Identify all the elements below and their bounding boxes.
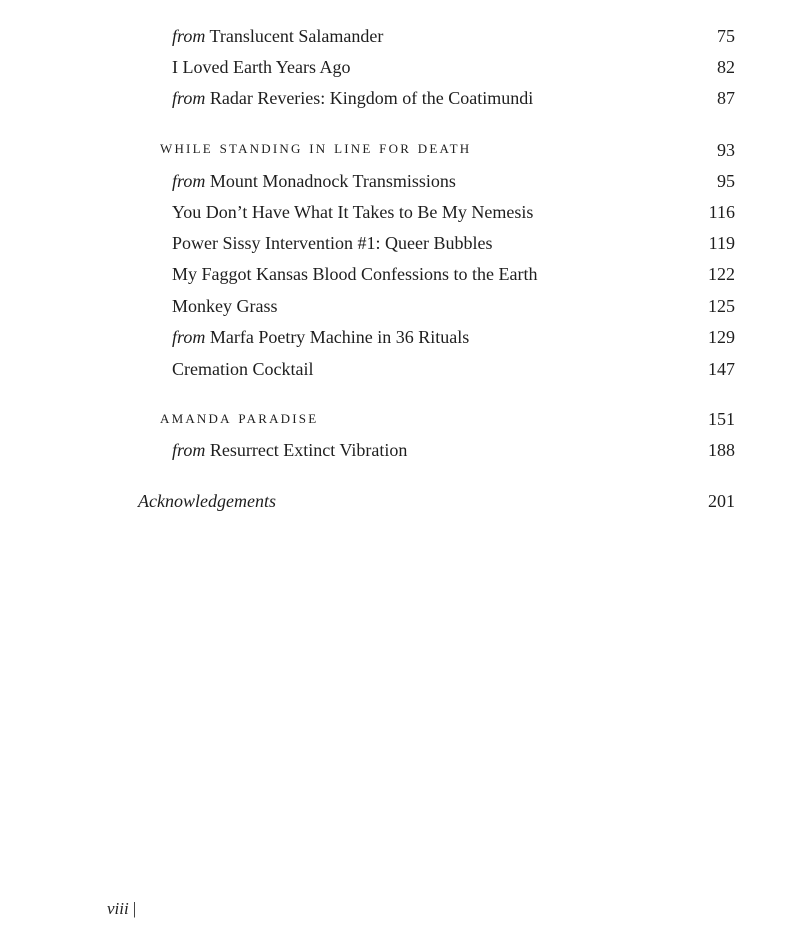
folio-separator: | bbox=[132, 899, 137, 918]
acknowledgements-title: Acknowledgements bbox=[138, 491, 276, 511]
toc-entry-title: I Loved Earth Years Ago bbox=[172, 57, 351, 77]
toc-entry bbox=[0, 198, 800, 226]
toc-entry-page: 95 bbox=[717, 171, 735, 191]
section-title: amanda paradise bbox=[160, 407, 319, 427]
toc-entry-title: from Resurrect Extinct Vibration bbox=[172, 440, 408, 460]
toc-entry-page: 147 bbox=[708, 359, 735, 379]
toc-entry-page: 82 bbox=[717, 57, 735, 77]
toc-entry-page: 188 bbox=[708, 440, 735, 460]
toc-entry-page: 125 bbox=[708, 296, 735, 316]
acknowledgements-page: 201 bbox=[708, 491, 735, 511]
section-page: 151 bbox=[708, 409, 735, 429]
toc-section-heading bbox=[0, 133, 800, 161]
toc-entry bbox=[0, 292, 800, 320]
toc-entry-prefix: from bbox=[172, 440, 206, 460]
toc-entry-title: Monkey Grass bbox=[172, 296, 278, 316]
toc-entry bbox=[0, 167, 800, 195]
toc-acknowledgements bbox=[0, 487, 800, 515]
toc-entry-prefix: from bbox=[172, 171, 206, 191]
toc-entry bbox=[0, 229, 800, 257]
toc-entry-title: from Translucent Salamander bbox=[172, 26, 384, 46]
toc-entry bbox=[0, 355, 800, 383]
page-footer bbox=[107, 896, 136, 922]
toc-entry-title: You Don’t Have What It Takes to Be My Nemesis bbox=[172, 202, 534, 222]
toc-entry-page: 119 bbox=[708, 233, 735, 253]
toc-entry-prefix: from bbox=[172, 88, 206, 108]
toc-entry-page: 87 bbox=[717, 88, 735, 108]
section-page: 93 bbox=[717, 140, 735, 160]
toc-entry bbox=[0, 260, 800, 288]
toc-entry-title: from Radar Reveries: Kingdom of the Coatimundi bbox=[172, 88, 534, 108]
toc-entry bbox=[0, 323, 800, 351]
toc-entry-prefix: from bbox=[172, 327, 206, 347]
toc-entry-page: 116 bbox=[708, 202, 735, 222]
toc-entry-prefix: from bbox=[172, 26, 206, 46]
page-number: viii bbox=[107, 899, 129, 918]
section-title: while standing in line for death bbox=[160, 137, 472, 157]
toc-entry-page: 122 bbox=[708, 264, 735, 284]
toc-entry bbox=[0, 53, 800, 81]
toc-entry-title: My Faggot Kansas Blood Confessions to the Earth bbox=[172, 264, 538, 284]
toc-entry bbox=[0, 436, 800, 464]
toc-section-heading bbox=[0, 403, 800, 431]
toc-entry bbox=[0, 84, 800, 112]
toc-entry-title: Power Sissy Intervention #1: Queer Bubbles bbox=[172, 233, 493, 253]
toc-entry-page: 75 bbox=[717, 26, 735, 46]
toc-entry bbox=[0, 22, 800, 50]
toc-entry-title: from Mount Monadnock Transmissions bbox=[172, 171, 456, 191]
toc-entry-title: from Marfa Poetry Machine in 36 Rituals bbox=[172, 327, 470, 347]
toc-entry-title: Cremation Cocktail bbox=[172, 359, 314, 379]
toc-entry-page: 129 bbox=[708, 327, 735, 347]
